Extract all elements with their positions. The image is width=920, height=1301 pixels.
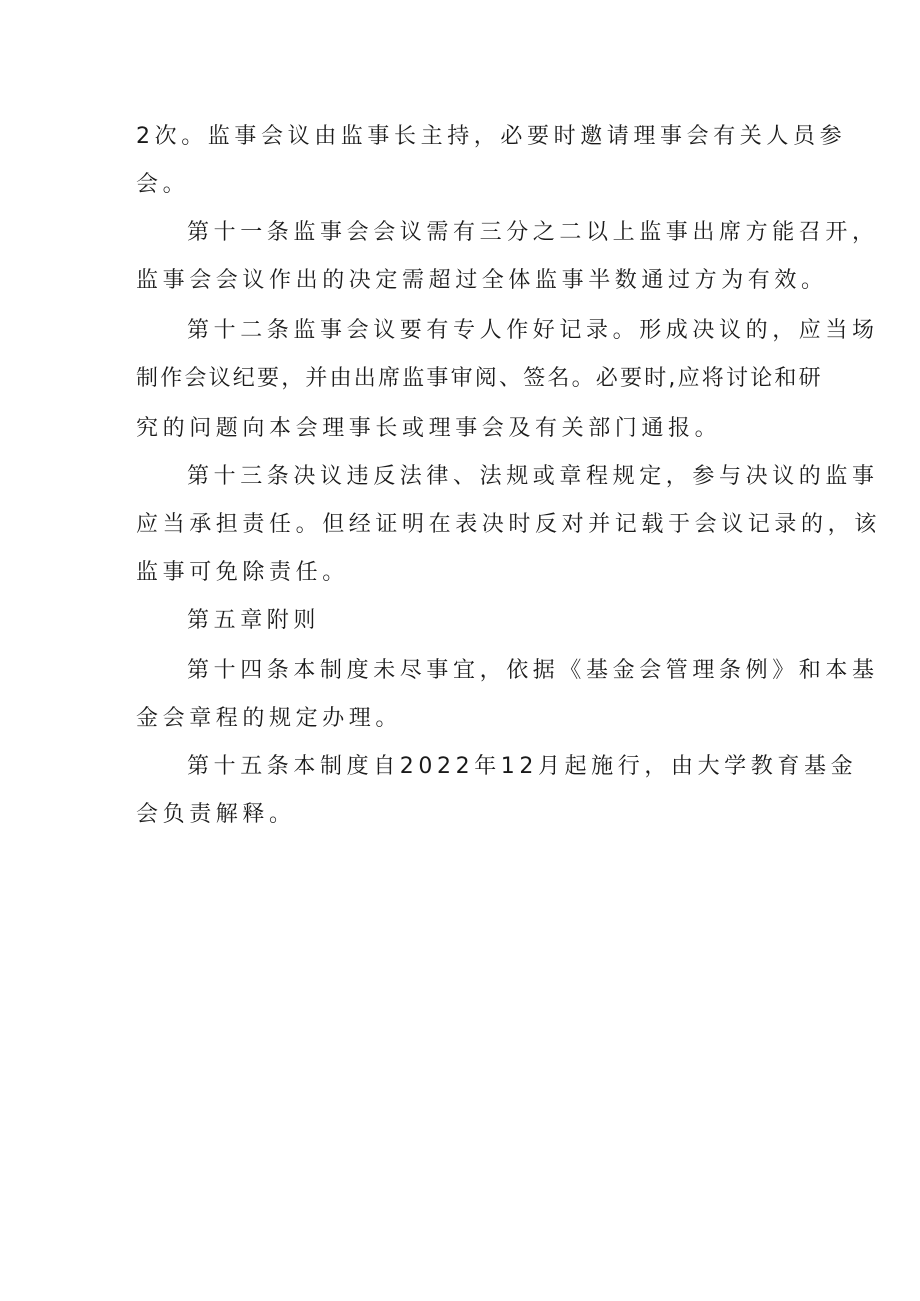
- text-line: 应当承担责任。但经证明在表决时反对并记载于会议记录的，该: [136, 512, 881, 537]
- article-15-line: 第十五条本制度自2022年12月起施行，由大学教育基金: [187, 754, 858, 779]
- text-line: 会负责解释。: [136, 802, 296, 827]
- text-line: 金会章程的规定办理。: [136, 706, 403, 731]
- text-line: 2次。监事会议由监事长主持，必要时邀请理事会有关人员参: [136, 124, 847, 149]
- article-11-line: 第十一条监事会会议需有三分之二以上监事出席方能召开，: [187, 220, 879, 245]
- article-14-line: 第十四条本制度未尽事宜，依据《基金会管理条例》和本基: [187, 658, 879, 683]
- text-line: 监事会会议作出的决定需超过全体监事半数通过方为有效。: [136, 268, 828, 293]
- text-line: 监事可免除责任。: [136, 560, 349, 585]
- chapter-heading: 第五章附则: [187, 608, 321, 633]
- article-12-line: 第十二条监事会议要有专人作好记录。形成决议的，应当场: [187, 318, 879, 343]
- text-line: 制作会议纪要，并由出席监事审阅、签名。必要时,应将讨论和研: [136, 366, 823, 391]
- text-line: 究的问题向本会理事长或理事会及有关部门通报。: [136, 416, 722, 441]
- text-line: 会。: [136, 172, 190, 197]
- article-13-line: 第十三条决议违反法律、法规或章程规定，参与决议的监事: [187, 464, 879, 489]
